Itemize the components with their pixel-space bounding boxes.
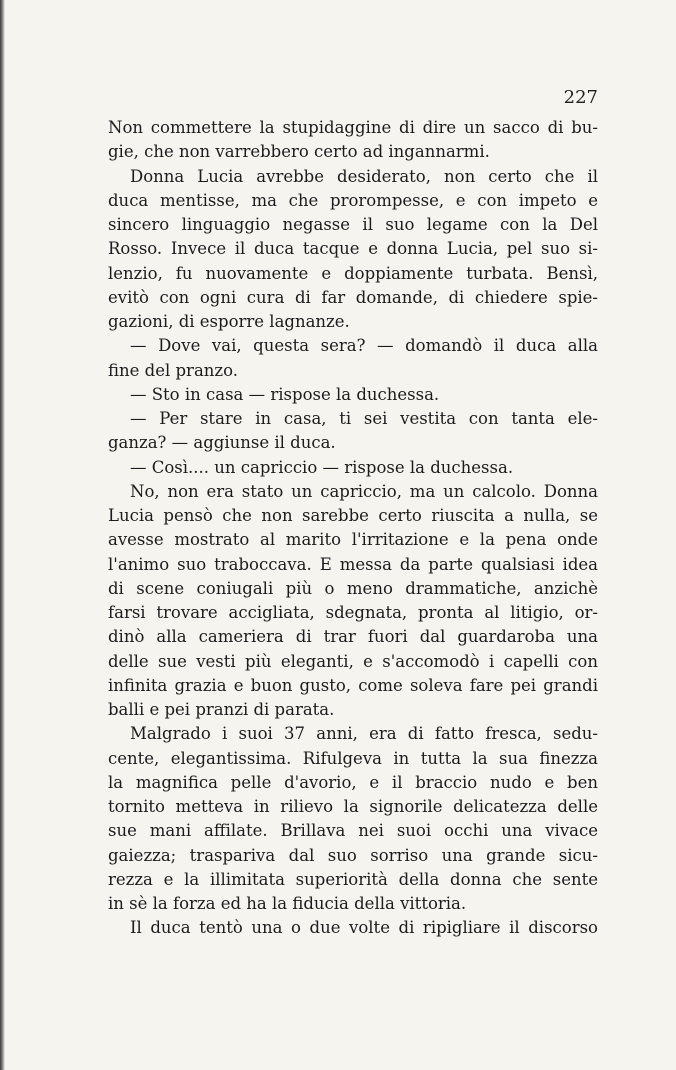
text-line: delle sue vesti più eleganti, e s'accomodò i capelli con [108, 651, 598, 671]
text-line: infinita grazia e buon gusto, come soleva fare pei grandi [108, 675, 598, 695]
text-line: avesse mostrato al marito l'irritazione e la pena onde [108, 530, 598, 550]
text-line: Non commettere la stupidaggine di dire un sacco di bu- [108, 118, 598, 137]
text-line: ganza? — aggiunse il duca. [108, 433, 336, 453]
text-line: gazioni, di esporre lagnanze. [108, 312, 350, 331]
text-line: sincero linguaggio negasse il suo legame con la Del [108, 215, 598, 234]
text-line: rezza e la illimitata superiorità della donna che sente [108, 869, 598, 889]
text-line: — Dove vai, questa sera? — domandò il duca alla [130, 336, 598, 356]
text-line: gie, che non varrebbero certo ad ingannarmi. [108, 142, 490, 162]
body-text [108, 116, 598, 941]
page-number: 227 [563, 87, 598, 108]
text-line: — Così.... un capriccio — rispose la duchessa. [130, 457, 514, 477]
text-line: farsi trovare accigliata, sdegnata, pronta al litigio, or- [108, 603, 598, 622]
text-line: tornito metteva in rilievo la signorile delicatezza delle [108, 797, 598, 816]
text-line: fine del pranzo. [108, 360, 238, 380]
text-line: lenzio, fu nuovamente e doppiamente turbata. Bensì, [108, 263, 598, 283]
text-line: l'animo suo traboccava. E messa da parte qualsiasi idea [108, 554, 598, 574]
text-line: in sè la forza ed ha la fiducia della vittoria. [108, 894, 467, 913]
text-line: Donna Lucia avrebbe desiderato, non certo che il [130, 166, 598, 186]
text-line: balli e pei pranzi di parata. [108, 700, 335, 719]
text-line: Lucia pensò che non sarebbe certo riuscita a nulla, se [108, 506, 598, 525]
text-line: dinò alla cameriera di trar fuori dal guardaroba una [108, 627, 598, 647]
text-line: No, non era stato un capriccio, ma un calcolo. Donna [130, 481, 598, 501]
text-line: — Per stare in casa, ti sei vestita con tanta ele- [130, 409, 598, 428]
text-line: cente, elegantissima. Rifulgeva in tutta la sua finezza [108, 748, 598, 768]
text-line: gaiezza; traspariva dal suo sorriso una grande sicu- [108, 845, 598, 865]
text-line: evitò con ogni cura di far domande, di chiedere spie- [108, 287, 598, 307]
text-line: duca mentisse, ma che prorompesse, e con impeto e [108, 190, 598, 210]
text-line: — Sto in casa — rispose la duchessa. [130, 384, 440, 404]
text-line: sue mani affilate. Brillava nei suoi occhi una vivace [108, 821, 598, 841]
text-line: di scene coniugali più o meno drammatiche, anzichè [108, 578, 598, 598]
text-line: Malgrado i suoi 37 anni, era di fatto fresca, sedu- [130, 724, 598, 744]
text-line: Il duca tentò una o due volte di ripigliare il discorso [130, 918, 598, 938]
page-binding-edge [0, 0, 5, 1070]
text-line: Rosso. Invece il duca tacque e donna Lucia, pel suo si- [108, 239, 598, 259]
text-line: la magnifica pelle d'avorio, e il braccio nudo e ben [108, 772, 598, 792]
